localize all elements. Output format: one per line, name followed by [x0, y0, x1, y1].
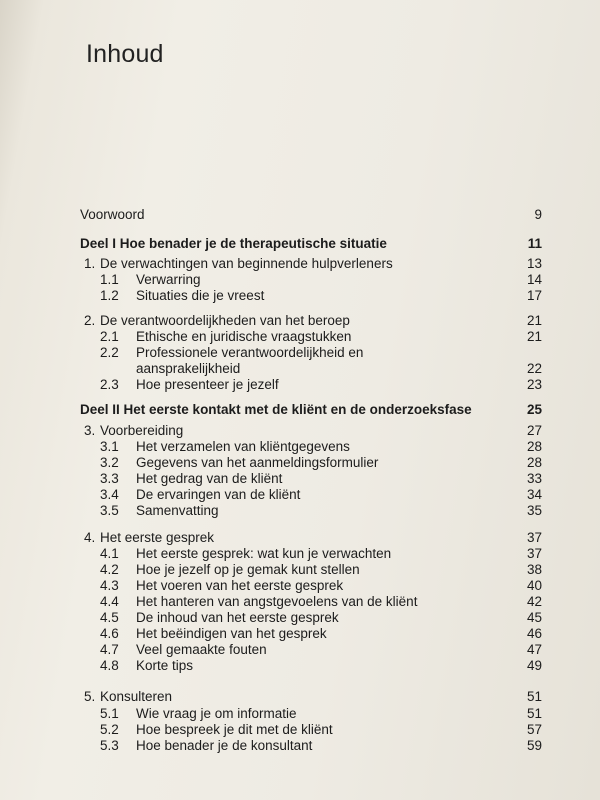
- toc-row: [0, 642, 600, 658]
- toc-entry-title: Korte tips: [136, 658, 194, 673]
- toc-row: [0, 722, 600, 738]
- toc-page-number: 37: [526, 530, 542, 545]
- toc-page-number: 34: [526, 487, 542, 502]
- toc-entry-title: Ethische en juridische vraagstukken: [136, 329, 352, 344]
- toc-number: 3.1: [100, 439, 119, 454]
- toc-row: [0, 562, 600, 578]
- toc-entry-title: Het gedrag van de kliënt: [136, 471, 283, 486]
- toc-row: [0, 377, 600, 393]
- page-title: Inhoud: [86, 40, 164, 68]
- toc-entry-title: De ervaringen van de kliënt: [136, 487, 301, 502]
- toc-number: 4.4: [100, 594, 119, 609]
- toc-page-number: 47: [526, 642, 542, 657]
- toc-row: [0, 578, 600, 594]
- toc-row: [0, 361, 600, 377]
- toc-entry-title: Hoe benader je de konsultant: [136, 738, 313, 753]
- toc-entry-title: Voorwoord: [80, 207, 145, 222]
- toc-page-number: 51: [526, 689, 542, 704]
- toc-row: [0, 594, 600, 610]
- toc-number: 2.: [84, 313, 96, 328]
- toc-number: 4.7: [100, 642, 119, 657]
- toc-number: 1.: [84, 256, 96, 271]
- toc-page-number: 11: [527, 236, 542, 251]
- toc-entry-title: Veel gemaakte fouten: [136, 642, 267, 657]
- toc-page-number: 22: [526, 361, 542, 376]
- toc-row: [0, 658, 600, 674]
- toc-entry-title: Konsulteren: [100, 689, 173, 704]
- toc-entry-title: Hoe je jezelf op je gemak kunt stellen: [136, 562, 360, 577]
- toc-page-number: 59: [526, 738, 542, 753]
- toc-chapter-row: [0, 423, 600, 439]
- toc-number: 1.1: [100, 272, 119, 287]
- toc-page-number: 25: [526, 402, 542, 417]
- toc-page-number: 9: [534, 207, 542, 222]
- toc-number: 2.3: [100, 377, 119, 392]
- toc-part-heading: [0, 402, 600, 418]
- toc-entry-title: Voorbereiding: [100, 423, 184, 438]
- toc-entry-title: Hoe bespreek je dit met de kliënt: [136, 722, 333, 737]
- toc-number: 5.: [84, 689, 96, 704]
- toc-row: [0, 272, 600, 288]
- toc-chapter-row: [0, 530, 600, 546]
- toc-row: [0, 207, 600, 223]
- toc-page-number: 46: [526, 626, 542, 641]
- toc-entry-title: Gegevens van het aanmeldingsformulier: [136, 455, 379, 470]
- toc-entry-title: Het eerste gesprek: wat kun je verwachten: [136, 546, 392, 561]
- toc-entry-title: Het eerste gesprek: [100, 530, 215, 545]
- toc-page-number: 28: [526, 455, 542, 470]
- toc-row: [0, 439, 600, 455]
- toc-page-number: 45: [526, 610, 542, 625]
- toc-entry-title: De verantwoordelijkheden van het beroep: [100, 313, 350, 328]
- toc-page-number: 49: [526, 658, 542, 673]
- toc-entry-title: Professionele verantwoordelijkheid en: [136, 345, 364, 360]
- toc-page-number: 51: [526, 706, 542, 721]
- toc-page-number: 40: [526, 578, 542, 593]
- toc-entry-title: Deel I Hoe benader je de therapeutische situatie: [80, 236, 387, 251]
- toc-number: 4.3: [100, 578, 119, 593]
- toc-row: [0, 455, 600, 471]
- toc-row: [0, 329, 600, 345]
- toc-entry-title: Het voeren van het eerste gesprek: [136, 578, 344, 593]
- toc-number: 4.8: [100, 658, 119, 673]
- toc-entry-title: Situaties die je vreest: [136, 288, 265, 303]
- toc-entry-title: aansprakelijkheid: [136, 361, 241, 376]
- toc-page-number: 42: [526, 594, 542, 609]
- toc-row: [0, 503, 600, 519]
- toc-row: [0, 487, 600, 503]
- toc-number: 1.2: [100, 288, 119, 303]
- toc-number: 5.3: [100, 738, 119, 753]
- toc-row: [0, 706, 600, 722]
- toc-row: [0, 738, 600, 754]
- toc-page-number: 13: [526, 256, 542, 271]
- toc-page-number: 14: [526, 272, 542, 287]
- toc-page-number: 17: [526, 288, 542, 303]
- toc-chapter-row: [0, 256, 600, 272]
- toc-number: 4.6: [100, 626, 119, 641]
- toc-number: 5.2: [100, 722, 119, 737]
- toc-entry-title: Verwarring: [136, 272, 201, 287]
- toc-page-number: 23: [526, 377, 542, 392]
- toc-number: 3.3: [100, 471, 119, 486]
- toc-entry-title: Deel II Het eerste kontakt met de kliënt en de onderzoeksfase: [80, 402, 472, 417]
- toc-number: 4.: [84, 530, 96, 545]
- toc-entry-title: Het verzamelen van kliëntgegevens: [136, 439, 350, 454]
- toc-page-number: 27: [526, 423, 542, 438]
- toc-page-number: 38: [526, 562, 542, 577]
- toc-number: 3.: [84, 423, 96, 438]
- toc-entry-title: Het hanteren van angstgevoelens van de kliënt: [136, 594, 418, 609]
- toc-row: [0, 610, 600, 626]
- toc-chapter-row: [0, 689, 600, 705]
- toc-row: [0, 288, 600, 304]
- toc-page-number: 35: [526, 503, 542, 518]
- toc-number: 5.1: [100, 706, 119, 721]
- toc-number: 4.2: [100, 562, 119, 577]
- toc-number: 2.2: [100, 345, 119, 360]
- toc-entry-title: Het beëindigen van het gesprek: [136, 626, 327, 641]
- toc-row: [0, 471, 600, 487]
- toc-number: 4.5: [100, 610, 119, 625]
- toc-row: [0, 546, 600, 562]
- toc-chapter-row: [0, 313, 600, 329]
- toc-entry-title: Hoe presenteer je jezelf: [136, 377, 279, 392]
- toc-entry-title: Wie vraag je om informatie: [136, 706, 297, 721]
- toc-entry-title: Samenvatting: [136, 503, 219, 518]
- toc-page-number: 21: [526, 313, 542, 328]
- toc-page-number: 57: [526, 722, 542, 737]
- toc-number: 4.1: [100, 546, 119, 561]
- toc-number: 3.2: [100, 455, 119, 470]
- toc-part-heading: [0, 236, 600, 252]
- toc-number: 3.5: [100, 503, 119, 518]
- toc-entry-title: De inhoud van het eerste gesprek: [136, 610, 339, 625]
- toc-page-number: 21: [526, 329, 542, 344]
- toc-row: [0, 345, 600, 361]
- toc-number: 3.4: [100, 487, 119, 502]
- toc-row: [0, 626, 600, 642]
- toc-page-number: 28: [526, 439, 542, 454]
- toc-page-number: 33: [526, 471, 542, 486]
- toc-entry-title: De verwachtingen van beginnende hulpverleners: [100, 256, 393, 271]
- toc-page-number: 37: [526, 546, 542, 561]
- toc-number: 2.1: [100, 329, 119, 344]
